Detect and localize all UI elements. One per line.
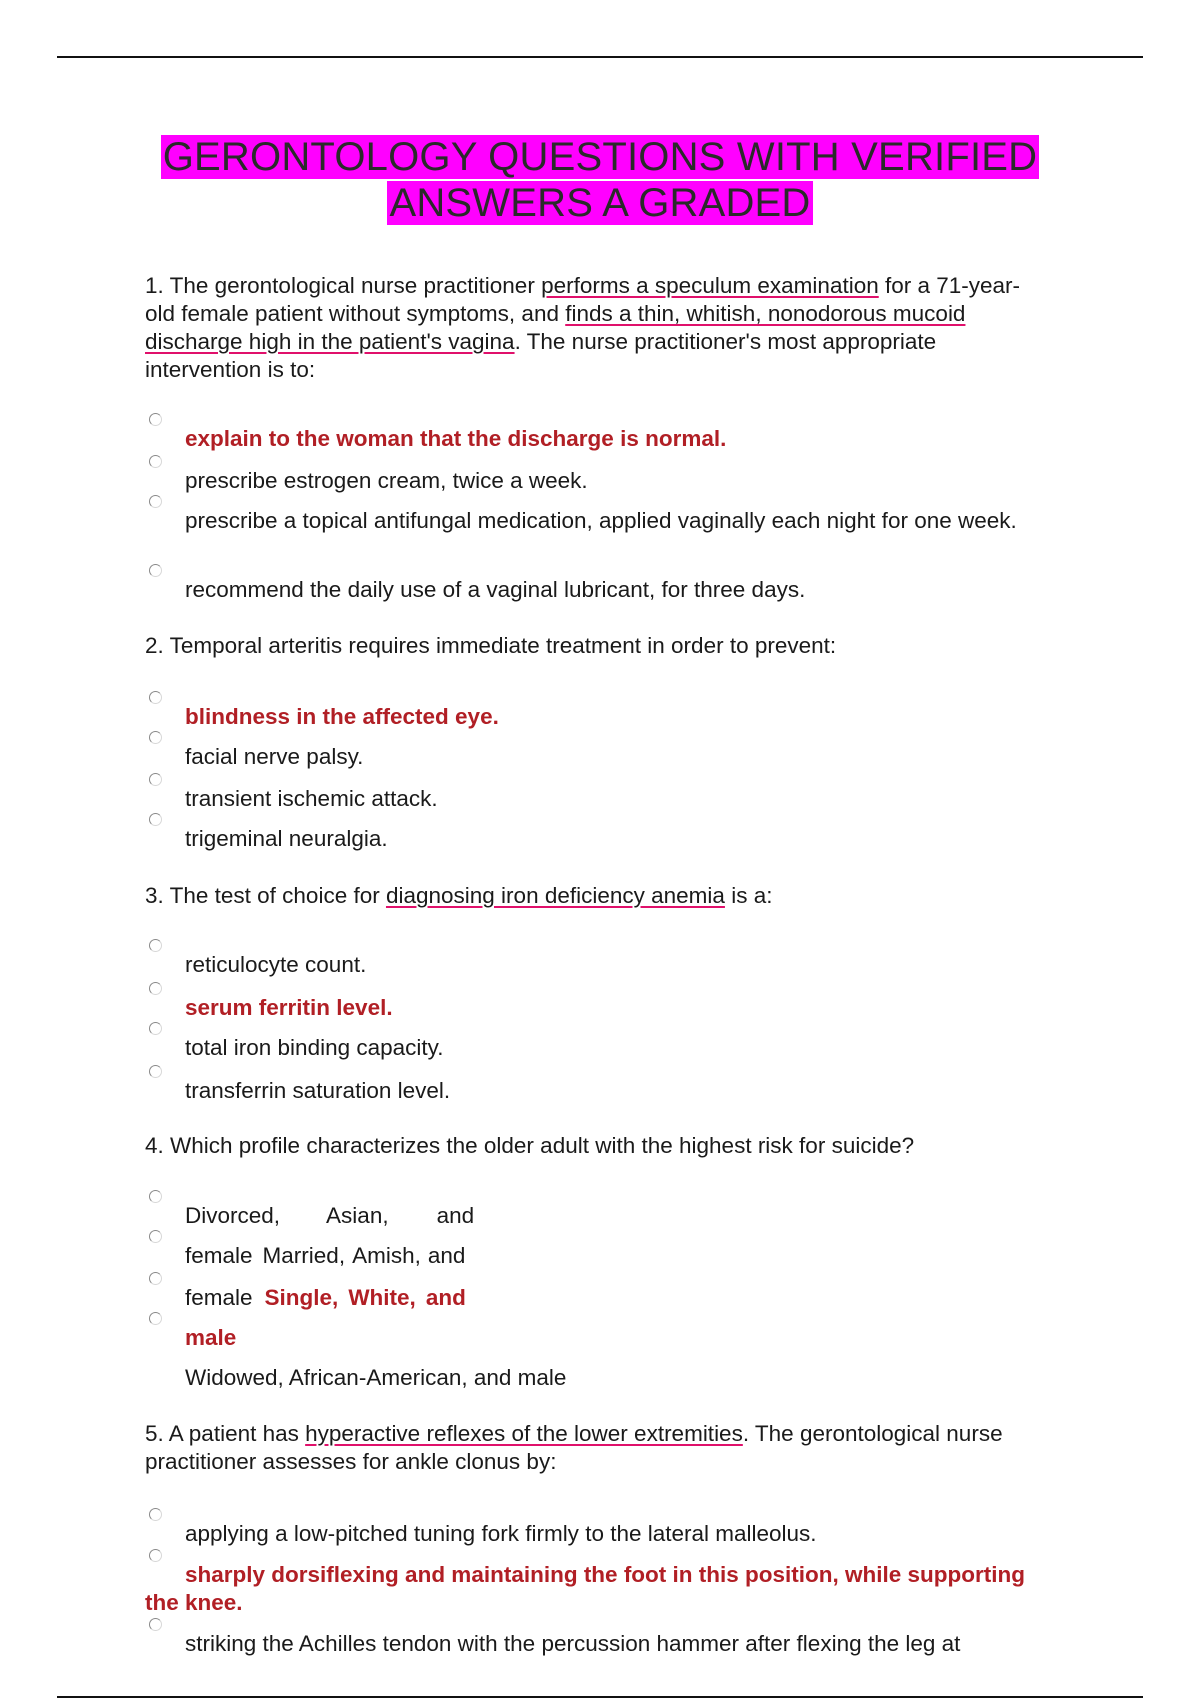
- option-3a[interactable]: reticulocyte count.: [145, 951, 1045, 979]
- option-4a[interactable]: Divorced, Asian, and: [145, 1202, 1045, 1230]
- radio-button[interactable]: [149, 813, 162, 826]
- radio-button[interactable]: [149, 1272, 162, 1285]
- correct-answer: Single,: [264, 1285, 339, 1310]
- underlined-phrase: diagnosing iron deficiency anemia: [385, 883, 725, 908]
- question-3: 3. The test of choice for diagnosing iron deficiency anemia is a:: [145, 883, 773, 908]
- radio-button[interactable]: [149, 1022, 162, 1035]
- option-3d[interactable]: transferrin saturation level.: [145, 1077, 1045, 1105]
- option-2a[interactable]: [145, 703, 1045, 731]
- question-4: 4. Which profile characterizes the older adult with the highest risk for suicide?: [145, 1133, 915, 1158]
- radio-button[interactable]: [149, 1230, 162, 1243]
- underlined-phrase: performs a speculum examination: [541, 273, 879, 298]
- correct-answer: serum ferritin level.: [185, 995, 393, 1020]
- correct-answer: explain to the woman that the discharge is normal.: [185, 426, 727, 451]
- radio-button[interactable]: [149, 773, 162, 786]
- radio-button[interactable]: [149, 982, 162, 995]
- option-1c[interactable]: prescribe a topical antifungal medication, applied vaginally each night for one week.: [145, 507, 1045, 535]
- option-2b[interactable]: facial nerve palsy.: [145, 743, 1045, 771]
- option-1a[interactable]: [145, 425, 1045, 453]
- radio-button[interactable]: [149, 1065, 162, 1078]
- question-1: 1. The gerontological nurse practitioner performs a speculum examination for a 71-year-old female patient without symptoms, and finds a thin, whitish, nonodorous mucoid discharge high in the patient's vagina. The nurse practitioner's most appropriate intervention is to:: [145, 273, 1021, 382]
- title-line-1: GERONTOLOGY QUESTIONS WITH VERIFIED: [162, 135, 1038, 179]
- option-5a[interactable]: applying a low-pitched tuning fork firmly to the lateral malleolus.: [145, 1520, 1045, 1548]
- radio-button[interactable]: [149, 691, 162, 704]
- correct-answer: sharply dorsiflexing and maintaining the foot in this position, while supporting the knee.: [145, 1562, 1026, 1615]
- option-1d[interactable]: recommend the daily use of a vaginal lubricant, for three days.: [145, 576, 1045, 604]
- question-number: 4.: [145, 1133, 164, 1158]
- radio-button[interactable]: [149, 495, 162, 508]
- option-2c[interactable]: transient ischemic attack.: [145, 785, 1045, 813]
- top-rule: [57, 56, 1143, 58]
- radio-button[interactable]: [149, 564, 162, 577]
- question-2: 2. Temporal arteritis requires immediate treatment in order to prevent:: [145, 633, 837, 658]
- option-4e: Widowed, African-American, and male: [185, 1365, 567, 1390]
- correct-answer: blindness in the affected eye.: [185, 704, 499, 729]
- radio-button[interactable]: [149, 1618, 162, 1631]
- question-number: 5.: [145, 1421, 164, 1446]
- option-3b[interactable]: [145, 994, 1045, 1022]
- question-number: 3.: [145, 883, 164, 908]
- radio-button[interactable]: [149, 413, 162, 426]
- radio-button[interactable]: [149, 455, 162, 468]
- question-5: 5. A patient has hyperactive reflexes of the lower extremities. The gerontological nurse practitioner assesses for ankle clonus by:: [145, 1421, 1003, 1474]
- title-line-2: ANSWERS A GRADED: [389, 181, 811, 225]
- radio-button[interactable]: [149, 1190, 162, 1203]
- option-5b[interactable]: [145, 1561, 1045, 1617]
- radio-button[interactable]: [149, 731, 162, 744]
- underlined-phrase: finds a thin, whitish, nonodorous mucoid discharge high in the patient's vagina: [145, 301, 966, 354]
- option-4c[interactable]: female Single, White, and: [145, 1284, 1045, 1312]
- radio-button[interactable]: [149, 1549, 162, 1562]
- question-number: 1.: [145, 273, 164, 298]
- question-number: 2.: [145, 633, 164, 658]
- option-3c[interactable]: total iron binding capacity.: [145, 1034, 1045, 1062]
- option-1b[interactable]: prescribe estrogen cream, twice a week.: [145, 467, 1045, 495]
- document-title: [0, 134, 1200, 226]
- underlined-phrase: hyperactive reflexes of the lower extremities: [305, 1421, 743, 1446]
- option-4d[interactable]: male: [145, 1324, 1045, 1352]
- radio-button[interactable]: [149, 1508, 162, 1521]
- option-2d[interactable]: trigeminal neuralgia.: [145, 825, 1045, 853]
- radio-button[interactable]: [149, 939, 162, 952]
- option-5c[interactable]: striking the Achilles tendon with the percussion hammer after flexing the leg at: [145, 1630, 1045, 1658]
- bottom-rule: [57, 1696, 1143, 1698]
- radio-button[interactable]: [149, 1312, 162, 1325]
- option-4b[interactable]: female Married, Amish, and: [145, 1242, 1045, 1270]
